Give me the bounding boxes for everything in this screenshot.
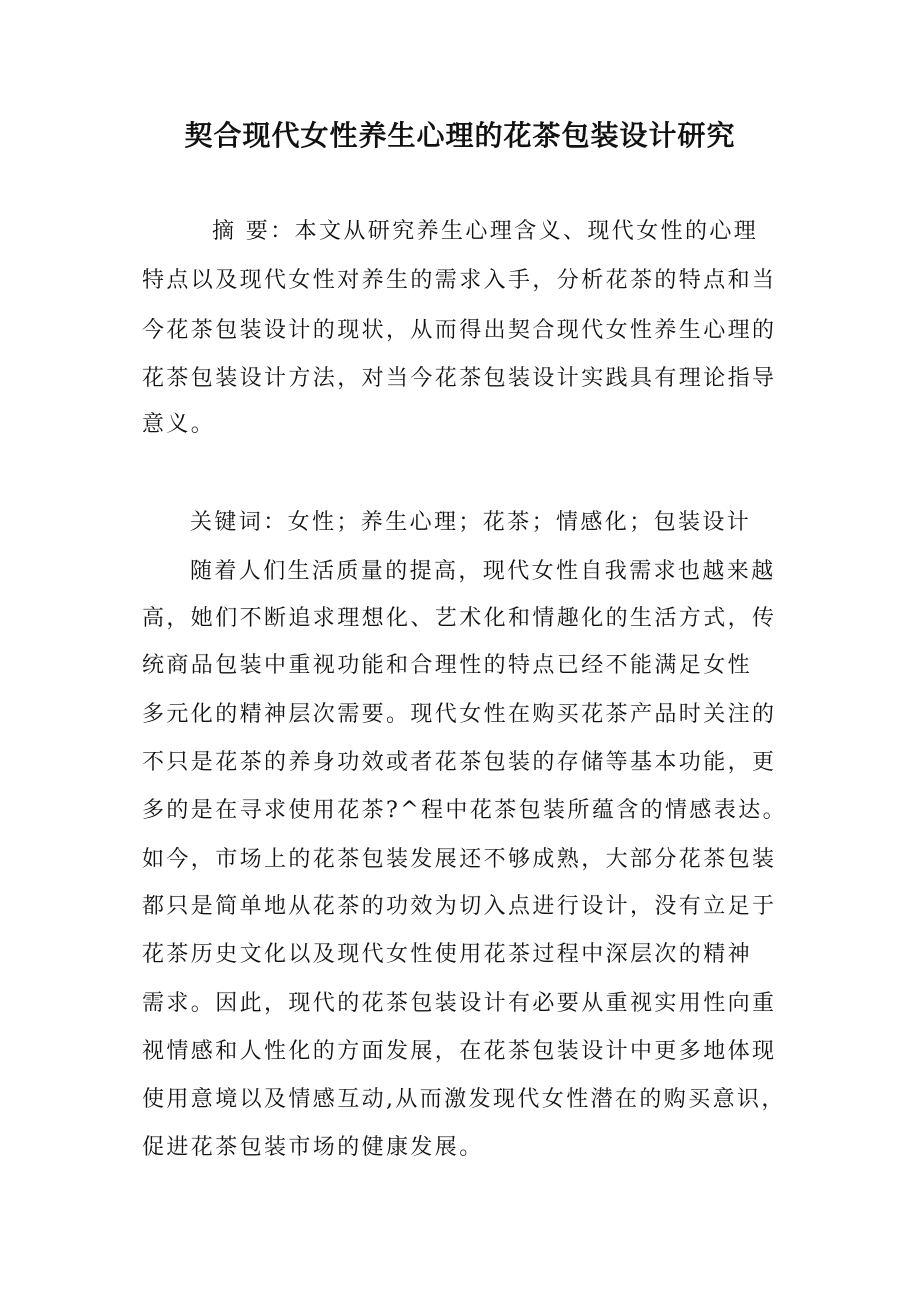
document-title: 契合现代女性养生心理的花茶包装设计研究 <box>184 119 736 152</box>
keywords-line: 关键词：女性；养生心理；花茶；情感化；包装设计 <box>190 510 752 535</box>
abstract-line-3: 今花茶包装设计的现状，从而得出契合现代女性养生心理的 <box>142 318 777 343</box>
body-line-9: 花茶历史文化以及现代女性使用花茶过程中深层次的精神 <box>142 942 753 967</box>
abstract-line-1: 摘 要：本文从研究养生心理含义、现代女性的心理 <box>212 219 759 244</box>
body-line-5: 不只是花茶的养身功效或者花茶包装的存储等基本功能，更 <box>142 750 777 775</box>
body-line-2: 高，她们不断追求理想化、艺术化和情趣化的生活方式，传 <box>142 606 777 631</box>
body-line-6: 多的是在寻求使用花茶?^程中花茶包装所蕴含的情感表达。 <box>142 798 788 823</box>
body-line-1: 随着人们生活质量的提高，现代女性自我需求也越来越 <box>190 559 776 584</box>
abstract-line-4: 花茶包装设计方法，对当今花茶包装设计实践具有理论指导 <box>142 366 777 391</box>
body-line-12: 使用意境以及情感互动,从而激发现代女性潜在的购买意识， <box>142 1087 786 1112</box>
abstract-line-5: 意义。 <box>142 412 216 437</box>
body-line-3: 统商品包装中重视功能和合理性的特点已经不能满足女性 <box>142 653 753 678</box>
abstract-line-2: 特点以及现代女性对养生的需求入手，分析花茶的特点和当 <box>142 268 777 293</box>
body-line-11: 视情感和人性化的方面发展，在花茶包装设计中更多地体现 <box>142 1039 777 1064</box>
body-line-7: 如今，市场上的花茶包装发展还不够成熟，大部分花茶包装 <box>142 847 777 872</box>
body-line-4: 多元化的精神层次需要。现代女性在购买花茶产品时关注的 <box>142 702 777 727</box>
body-line-13: 促进花茶包装市场的健康发展。 <box>142 1135 484 1160</box>
body-line-8: 都只是简单地从花茶的功效为切入点进行设计，没有立足于 <box>142 894 777 919</box>
body-line-10: 需求。因此，现代的花茶包装设计有必要从重视实用性向重 <box>142 991 777 1016</box>
